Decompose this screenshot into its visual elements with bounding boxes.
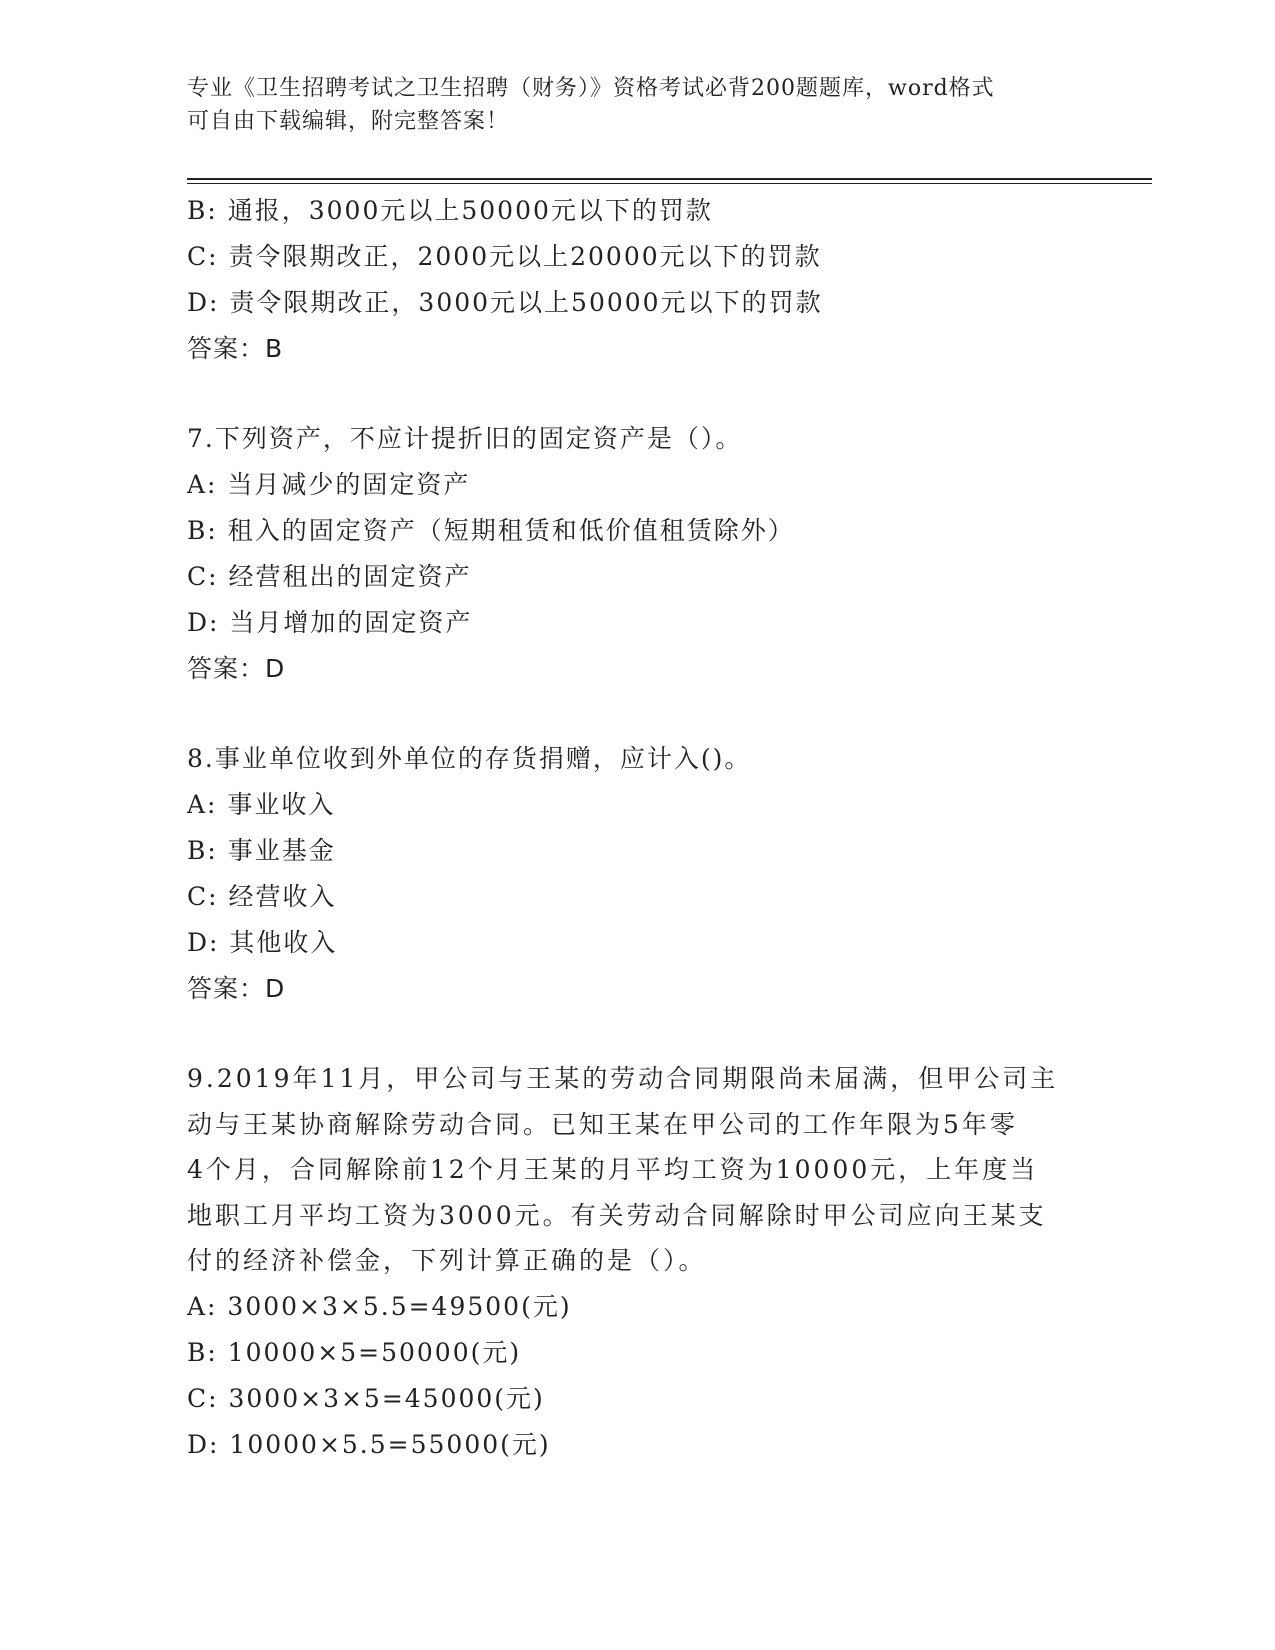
q8-stem: 8.事业单位收到外单位的存货捐赠，应计入()。 xyxy=(187,744,752,773)
q6-option-b: B: 通报，3000元以上50000元以下的罚款 xyxy=(187,196,713,225)
q7-option-b: B: 租入的固定资产（短期租赁和低价值租赁除外） xyxy=(187,516,795,545)
header-divider-thick xyxy=(187,178,1152,180)
spacer xyxy=(187,692,1087,736)
question-8 xyxy=(187,736,1087,1012)
spacer xyxy=(187,1012,1087,1056)
q9-option-b: B: 10000×5=50000(元) xyxy=(187,1337,522,1367)
q8-option-d: D: 其他收入 xyxy=(187,928,338,957)
q8-option-c: C: 经营收入 xyxy=(187,882,337,911)
document-header xyxy=(187,72,1087,138)
q8-option-b: B: 事业基金 xyxy=(187,836,336,865)
q9-stem-line-5: 付的经济补偿金，下列计算正确的是（）。 xyxy=(187,1246,707,1275)
q7-answer: 答案：D xyxy=(187,654,286,683)
q7-option-a: A: 当月减少的固定资产 xyxy=(187,470,471,499)
q9-stem-line-4: 地职工月平均工资为3000元。有关劳动合同解除时甲公司应向王某支 xyxy=(187,1200,1047,1230)
q6-option-c: C: 责令限期改正，2000元以上20000元以下的罚款 xyxy=(187,242,822,271)
q9-stem-line-3: 4个月，合同解除前12个月王某的月平均工资为10000元，上年度当 xyxy=(187,1155,1039,1184)
q9-option-d: D: 10000×5.5=55000(元) xyxy=(187,1429,551,1459)
q7-option-c: C: 经营租出的固定资产 xyxy=(187,562,472,591)
q6-option-d: D: 责令限期改正，3000元以上50000元以下的罚款 xyxy=(187,288,823,317)
question-9 xyxy=(187,1056,1087,1468)
q8-option-a: A: 事业收入 xyxy=(187,790,336,819)
header-divider-thin xyxy=(187,183,1152,184)
document-body xyxy=(187,188,1087,1468)
q9-stem xyxy=(187,1056,1057,1284)
q9-option-c: C: 3000×3×5=45000(元) xyxy=(187,1383,545,1413)
q6-answer: 答案：B xyxy=(187,334,284,363)
q9-stem-line-1: 9.2019年11月，甲公司与王某的劳动合同期限尚未届满，但甲公司主 xyxy=(187,1064,1059,1093)
q9-stem-line-2: 动与王某协商解除劳动合同。已知王某在甲公司的工作年限为5年零 xyxy=(187,1109,1018,1139)
q7-option-d: D: 当月增加的固定资产 xyxy=(187,608,473,637)
q8-answer: 答案：D xyxy=(187,974,286,1003)
header-line-2: 可自由下载编辑，附完整答案！ xyxy=(187,109,510,134)
spacer xyxy=(187,372,1087,416)
header-line-1: 专业《卫生招聘考试之卫生招聘（财务）》资格考试必背200题题库，word格式 xyxy=(187,76,995,101)
q7-stem: 7.下列资产，不应计提折旧的固定资产是（）。 xyxy=(187,424,743,453)
question-7 xyxy=(187,416,1087,692)
q9-option-a: A: 3000×3×5.5=49500(元) xyxy=(187,1291,572,1321)
question-6 xyxy=(187,188,1087,372)
